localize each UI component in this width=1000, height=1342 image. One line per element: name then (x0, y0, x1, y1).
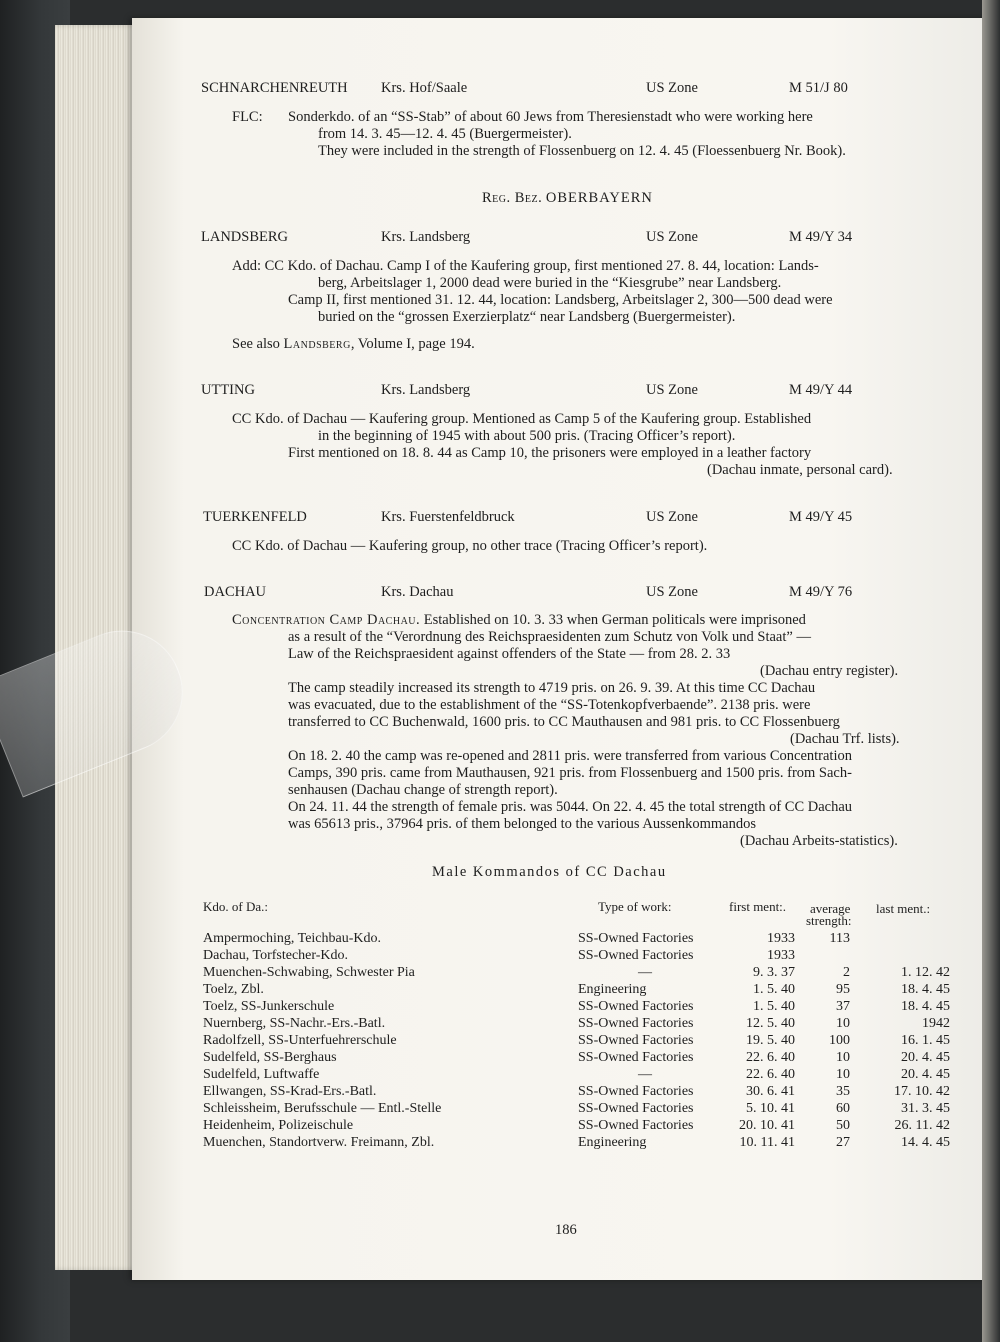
kommando-name: Sudelfeld, Luftwaffe (203, 1067, 320, 1082)
work-type: SS-Owned Factories (578, 999, 694, 1014)
last-mentioned: 18. 4. 45 (901, 999, 950, 1014)
entry-text: Camps, 390 pris. came from Mauthausen, 921 pris. from Flossenbuerg and 1500 pris. from Sach- (288, 765, 852, 781)
entry-text: First mentioned on 18. 8. 44 as Camp 10, the prisoners were employed in a leather factory (288, 445, 812, 461)
entry-text: transferred to CC Buchenwald, 1600 pris. to CC Mauthausen and 981 pris. to CC Flossenbuerg (288, 714, 840, 730)
last-mentioned: 20. 4. 45 (901, 1067, 950, 1082)
district: Krs. Fuerstenfeldbruck (381, 509, 515, 525)
last-mentioned: 17. 10. 42 (894, 1084, 950, 1099)
kommando-name: Muenchen-Schwabing, Schwester Pia (203, 965, 415, 980)
first-mentioned: 1. 5. 40 (753, 982, 795, 997)
work-type: SS-Owned Factories (578, 1033, 694, 1048)
last-mentioned: 14. 4. 45 (901, 1135, 950, 1150)
zone: US Zone (646, 382, 698, 398)
col-header-strength: strength: (806, 913, 852, 928)
entry-text: They were included in the strength of Flossenbuerg on 12. 4. 45 (Floessenbuerg Nr. Book). (318, 143, 846, 159)
entry-text: berg, Arbeitslager 1, 2000 dead were buried in the “Kiesgrube” near Landsberg. (318, 275, 782, 291)
first-mentioned: 10. 11. 41 (739, 1135, 795, 1150)
first-mentioned: 30. 6. 41 (746, 1084, 795, 1099)
first-mentioned: 19. 5. 40 (746, 1033, 795, 1048)
entry-text: senhausen (Dachau change of strength report). (288, 782, 558, 798)
work-type: Engineering (578, 982, 647, 997)
average-strength: 37 (836, 999, 850, 1014)
col-header-type: Type of work: (598, 899, 672, 914)
first-mentioned: 12. 5. 40 (746, 1016, 795, 1031)
first-mentioned: 1. 5. 40 (753, 999, 795, 1014)
average-strength: 100 (829, 1033, 850, 1048)
entry-text-rest: Established on 10. 3. 33 when German politicals were imprisoned (420, 612, 806, 628)
entry-text: CC Kdo. of Dachau — Kaufering group. Mentioned as Camp 5 of the Kaufering group. Established (232, 411, 812, 427)
grid-reference: M 49/Y 34 (789, 229, 853, 245)
first-mentioned: 1933 (767, 948, 795, 963)
see-also-page: , Volume I, page 194. (350, 336, 475, 352)
place-name: LANDSBERG (201, 229, 289, 245)
average-strength: 35 (836, 1084, 850, 1099)
entry-source: (Dachau inmate, personal card). (707, 462, 893, 478)
page-number: 186 (555, 1222, 577, 1238)
work-type: SS-Owned Factories (578, 1101, 694, 1116)
last-mentioned: 26. 11. 42 (894, 1118, 950, 1133)
kommando-name: Toelz, SS-Junkerschule (203, 999, 335, 1014)
region-heading (482, 190, 653, 207)
grid-reference: M 49/Y 76 (789, 584, 853, 600)
last-mentioned: 18. 4. 45 (901, 982, 950, 997)
work-type: — (638, 1067, 652, 1082)
see-also-prefix: See also (232, 336, 280, 352)
work-type: — (638, 965, 652, 980)
first-mentioned: 9. 3. 37 (753, 965, 795, 980)
see-also (232, 336, 475, 353)
kommando-name: Radolfzell, SS-Unterfuehrerschule (203, 1033, 397, 1048)
entry-source: (Dachau entry register). (760, 663, 899, 679)
entry-text: in the beginning of 1945 with about 500 pris. (Tracing Officer’s report). (318, 428, 736, 444)
entry-text (232, 612, 806, 629)
average-strength: 10 (836, 1067, 850, 1082)
average-strength: 50 (836, 1118, 850, 1133)
average-strength: 95 (836, 982, 850, 997)
kommando-name: Nuernberg, SS-Nachr.-Ers.-Batl. (203, 1016, 386, 1031)
first-mentioned: 1933 (767, 931, 795, 946)
kommando-name: Dachau, Torfstecher-Kdo. (203, 948, 349, 963)
grid-reference: M 49/Y 44 (789, 382, 853, 398)
entry-text: On 18. 2. 40 the camp was re-opened and 2811 pris. were transferred from various Concentration (288, 748, 852, 764)
entry-text: Sonderkdo. of an “SS-Stab” of about 60 Jews from Theresienstadt who were working here (288, 109, 813, 125)
zone: US Zone (646, 509, 698, 525)
place-name: UTTING (201, 382, 255, 398)
work-type: SS-Owned Factories (578, 1084, 694, 1099)
average-strength: 60 (836, 1101, 850, 1116)
col-header-first: first ment:. (729, 899, 787, 914)
region-name: OBERBAYERN (545, 190, 653, 206)
first-mentioned: 20. 10. 41 (739, 1118, 795, 1133)
entry-text: On 24. 11. 44 the strength of female pris. was 5044. On 22. 4. 45 the total strength of CC Dachau (288, 799, 853, 815)
last-mentioned: 31. 3. 45 (901, 1101, 950, 1116)
col-header-average: average (810, 901, 851, 916)
district: Krs. Landsberg (381, 382, 471, 398)
work-type: SS-Owned Factories (578, 1016, 694, 1031)
col-header-kdo: Kdo. of Da.: (203, 899, 268, 914)
entry-text: Camp II, first mentioned 31. 12. 44, location: Landsberg, Arbeitslager 2, 300—500 dead were (288, 292, 833, 308)
first-mentioned: 22. 6. 40 (746, 1067, 795, 1082)
work-type: Engineering (578, 1135, 647, 1150)
district: Krs. Landsberg (381, 229, 471, 245)
last-mentioned: 1. 12. 42 (901, 965, 950, 980)
average-strength: 27 (836, 1135, 850, 1150)
col-header-last: last ment.: (876, 901, 931, 916)
district: Krs. Dachau (381, 584, 454, 600)
entry-source: (Dachau Trf. lists). (790, 731, 900, 747)
kommando-name: Schleissheim, Berufsschule — Entl.-Stelle (203, 1101, 442, 1116)
grid-reference: M 51/J 80 (789, 80, 848, 96)
table-title: Male Kommandos of CC Dachau (432, 864, 667, 880)
see-also-reference: Landsberg (283, 336, 351, 352)
entry-text: buried on the “grossen Exerzierplatz“ near Landsberg (Buergermeister). (318, 309, 736, 325)
zone: US Zone (646, 584, 698, 600)
camp-label: Concentration Camp Dachau. (232, 612, 421, 628)
last-mentioned: 16. 1. 45 (901, 1033, 950, 1048)
grid-reference: M 49/Y 45 (789, 509, 853, 525)
first-mentioned: 22. 6. 40 (746, 1050, 795, 1065)
kommando-name: Toelz, Zbl. (203, 982, 264, 997)
kommando-name: Muenchen, Standortverw. Freimann, Zbl. (203, 1135, 435, 1150)
average-strength: 2 (843, 965, 850, 980)
place-name: DACHAU (204, 584, 267, 600)
zone: US Zone (646, 80, 698, 96)
average-strength: 10 (836, 1050, 850, 1065)
kommando-name: Ellwangen, SS-Krad-Ers.-Batl. (203, 1084, 377, 1099)
place-name: TUERKENFELD (203, 509, 307, 525)
first-mentioned: 5. 10. 41 (746, 1101, 795, 1116)
place-name: SCHNARCHENREUTH (201, 80, 348, 96)
work-type: SS-Owned Factories (578, 931, 694, 946)
entry-text: Law of the Reichspraesident against offenders of the State — from 28. 2. 33 (288, 646, 731, 662)
last-mentioned: 20. 4. 45 (901, 1050, 950, 1065)
entry-text: from 14. 3. 45—12. 4. 45 (Buergermeister). (318, 126, 572, 142)
average-strength: 10 (836, 1016, 850, 1031)
entry-text: The camp steadily increased its strength to 4719 pris. on 26. 9. 39. At this time CC Dachau (288, 680, 816, 696)
entry-text: was evacuated, due to the establishment of the “SS-Totenkopfverbaende”. 2138 pris. were (288, 697, 811, 713)
region-prefix: Reg. Bez. (482, 190, 543, 206)
work-type: SS-Owned Factories (578, 948, 694, 963)
last-mentioned: 1942 (922, 1016, 950, 1031)
entry-label: FLC: (232, 109, 263, 125)
kommando-name: Heidenheim, Polizeischule (203, 1118, 354, 1133)
work-type: SS-Owned Factories (578, 1118, 694, 1133)
entry-text: was 65613 pris., 37964 pris. of them belonged to the various Aussenkommandos (288, 816, 756, 832)
kommando-name: Sudelfeld, SS-Berghaus (203, 1050, 337, 1065)
kommando-name: Ampermoching, Teichbau-Kdo. (203, 931, 381, 946)
work-type: SS-Owned Factories (578, 1050, 694, 1065)
entry-source: (Dachau Arbeits-statistics). (740, 833, 898, 849)
zone: US Zone (646, 229, 698, 245)
district: Krs. Hof/Saale (381, 80, 468, 96)
entry-text: Add: CC Kdo. of Dachau. Camp I of the Kaufering group, first mentioned 27. 8. 44, location: Lands- (232, 258, 819, 274)
entry-text: as a result of the “Verordnung des Reichspraesidenten zum Schutz von Volk und Staat” — (288, 629, 811, 645)
entry-text: CC Kdo. of Dachau — Kaufering group, no other trace (Tracing Officer’s report). (232, 538, 708, 554)
average-strength: 113 (829, 931, 850, 946)
